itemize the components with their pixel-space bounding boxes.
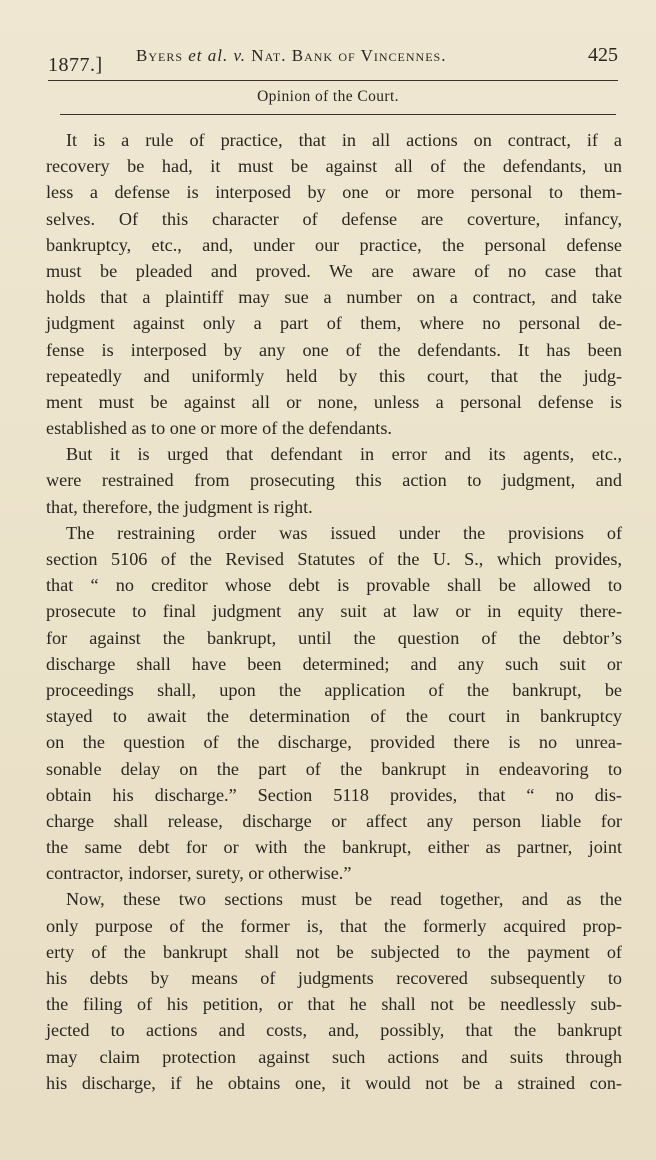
text-line: that, therefore, the judgment is right. bbox=[46, 496, 313, 517]
text-line: selves. Of this character of defense are coverture, infancy, bbox=[46, 208, 622, 229]
section-heading: Opinion of the Court. bbox=[257, 88, 399, 105]
text-line: for against the bankrupt, until the question of the debtor’s bbox=[46, 627, 622, 648]
text-line: only purpose of the former is, that the formerly acquired prop- bbox=[46, 915, 622, 936]
text-line: ment must be against all or none, unless a personal defense is bbox=[46, 391, 622, 412]
text-line: recovery be had, it must be against all of the defendants, un bbox=[46, 156, 622, 177]
text-line: holds that a plaintiff may sue a number on a contract, and take bbox=[46, 287, 622, 308]
text-line: his debts by means of judgments recovered subsequently to bbox=[46, 968, 622, 988]
text-line: judgment against only a part of them, where no personal de- bbox=[46, 313, 622, 334]
opinion-body-text bbox=[46, 127, 622, 1096]
text-line: proceedings shall, upon the application of the bankrupt, be bbox=[46, 679, 622, 700]
text-line: stayed to await the determination of the court in bankruptcy bbox=[46, 706, 622, 727]
text-line: that “ no creditor whose debt is provable shall be allowed to bbox=[46, 575, 622, 596]
running-head-case-title bbox=[136, 46, 446, 66]
text-line: were restrained from prosecuting this action to judgment, and bbox=[46, 470, 622, 491]
case-title-suffix: Nat. Bank of Vincennes. bbox=[251, 46, 447, 65]
text-line: But it is urged that defendant in error and its agents, etc., bbox=[66, 444, 622, 465]
text-line: fense is interposed by any one of the defendants. It has been bbox=[46, 339, 622, 360]
text-line: It is a rule of practice, that in all actions on contract, if a bbox=[66, 130, 622, 150]
running-head-year: 1877.] bbox=[48, 54, 103, 76]
text-line: his discharge, if he obtains one, it would not be a strained con- bbox=[46, 1072, 622, 1093]
text-line: discharge shall have been determined; and any such suit or bbox=[46, 653, 622, 674]
text-line: established as to one or more of the defendants. bbox=[46, 418, 392, 439]
text-line: sonable delay on the part of the bankrupt in endeavoring to bbox=[46, 758, 622, 779]
case-title-prefix: Byers bbox=[136, 46, 184, 65]
text-line: erty of the bankrupt shall not be subjected to the payment of bbox=[46, 941, 622, 962]
running-head bbox=[48, 44, 622, 76]
text-line: prosecute to final judgment any suit at law or in equity there- bbox=[46, 601, 622, 622]
text-line: obtain his discharge.” Section 5118 provides, that “ no dis- bbox=[46, 784, 622, 805]
text-line: repeatedly and uniformly held by this court, that the judg- bbox=[46, 365, 622, 386]
page-number: 425 bbox=[588, 44, 618, 66]
text-line: bankruptcy, etc., and, under our practice, the personal defense bbox=[46, 234, 622, 255]
text-line: Now, these two sections must be read together, and as the bbox=[66, 889, 622, 910]
text-line: less a defense is interposed by one or more personal to them- bbox=[46, 182, 622, 203]
text-line: the same debt for or with the bankrupt, either as partner, joint bbox=[46, 837, 622, 858]
header-rule-top bbox=[48, 80, 618, 81]
text-line: contractor, indorser, surety, or otherwise.” bbox=[46, 863, 352, 884]
text-line: section 5106 of the Revised Statutes of the U. S., which provides, bbox=[46, 549, 622, 569]
case-title-italic: et al. v. bbox=[188, 46, 247, 65]
text-line: The restraining order was issued under the provisions of bbox=[66, 522, 622, 543]
text-line: on the question of the discharge, provided there is no unrea- bbox=[46, 732, 622, 753]
text-line: must be pleaded and proved. We are aware of no case that bbox=[46, 260, 622, 281]
text-line: charge shall release, discharge or affect any person liable for bbox=[46, 810, 622, 831]
header-rule-bottom bbox=[60, 114, 616, 115]
text-line: jected to actions and costs, and, possibly, that the bankrupt bbox=[46, 1020, 622, 1041]
text-line: may claim protection against such actions and suits through bbox=[46, 1046, 622, 1067]
text-line: the filing of his petition, or that he shall not be needlessly sub- bbox=[46, 994, 622, 1015]
